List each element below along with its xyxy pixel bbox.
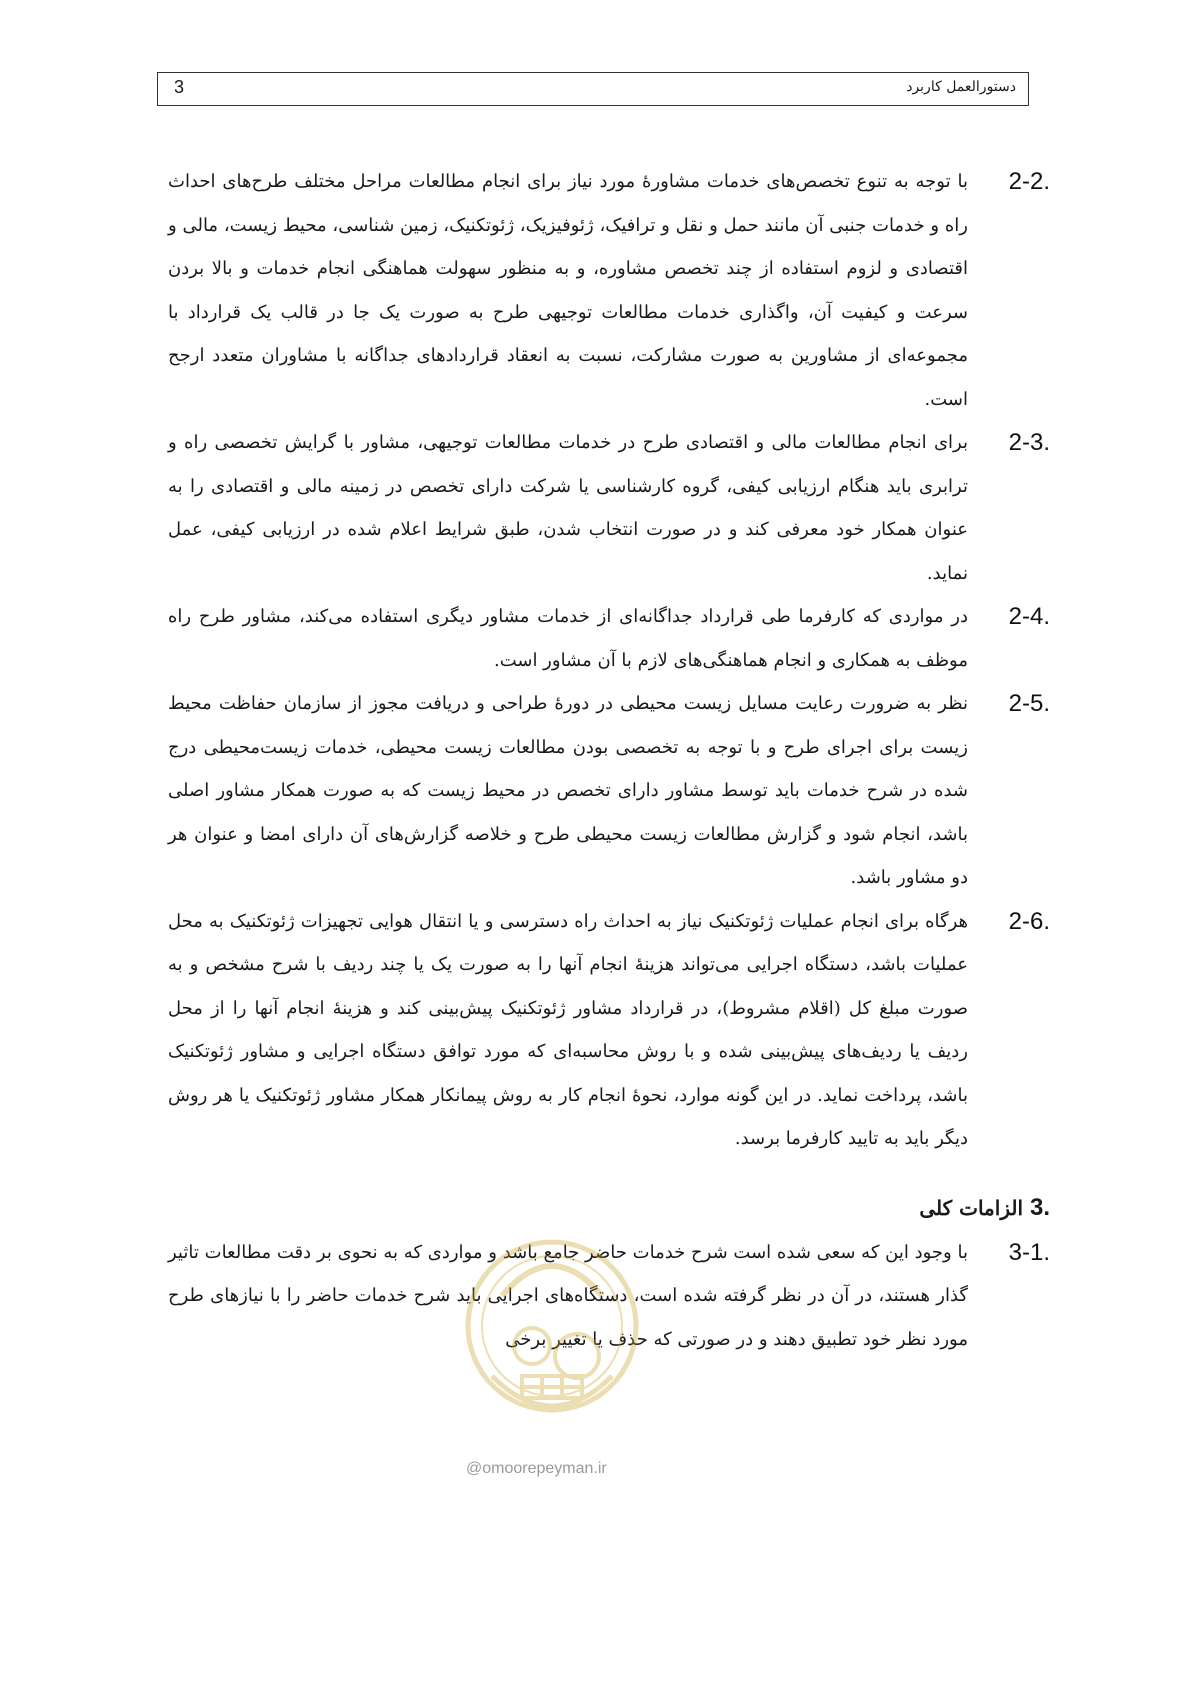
paragraph-3-1 (168, 1231, 1050, 1362)
watermark-url: @omoorepeyman.ir (466, 1460, 607, 1477)
paragraph-text: نظر به ضرورت رعایت مسایل زیست محیطی در دورهٔ طراحی و دریافت مجوز از سازمان حفاظت محیط زیست برای اجرای طرح و با توجه به تخصصی بودن مطالعات زیست محیطی، خدمات زیست‌محیطی درج شده در شرح خدمات باید توسط مشاور دارای تخصص در محیط زیست که به صورت همکار مشاور اصلی باشد، انجام شود و گزارش مطالعات زیست محیطی طرح و خلاصه گزارش‌های آن دارای امضا و عنوان هر دو مشاور باشد. (168, 693, 968, 888)
paragraph-2-4 (168, 595, 1050, 682)
paragraph-text: با وجود این که سعی شده است شرح خدمات حاضر جامع باشد و مواردی که به نحوی بر دقت مطالعات تاثیر گذار هستند، در آن در نظر گرفته شده است، دستگاه‌های اجرایی باید شرح خدمات حاضر را با نیازهای طرح مورد نظر خود تطبیق دهند و در صورتی که حذف یا تغییر برخی (168, 1241, 968, 1350)
section-number: 3. (1029, 1193, 1050, 1221)
paragraph-number: 2-4. (1008, 603, 1050, 630)
paragraph-2-3 (168, 421, 1050, 595)
paragraph-text: در مواردی که کارفرما طی قرارداد جداگانه‌ای از خدمات مشاور دیگری استفاده می‌کند، مشاور طرح راه موظف به همکاری و انجام هماهنگی‌های لازم با آن مشاور است. (168, 606, 968, 671)
document-title: دستورالعمل کاربرد (906, 79, 1016, 95)
paragraph-number: 2-2. (1008, 168, 1050, 195)
paragraph-number: 2-6. (1008, 907, 1050, 935)
paragraph-number: 3-1. (1008, 1238, 1050, 1266)
paragraph-number: 2-5. (1008, 690, 1050, 717)
paragraph-text: با توجه به تنوع تخصص‌های خدمات مشاورهٔ مورد نیاز برای انجام مطالعات مراحل مختلف طرح‌های احداث راه و خدمات جنبی آن مانند حمل و نقل و ترافیک، ژئوفیزیک، ژئوتکنیک، زمین شناسی، محیط زیست، مالی و اقتصادی و لزوم استفاده از چند تخصص مشاوره، و به منظور سهولت هماهنگی انجام خدمات و بالا بردن سرعت و کیفیت آن، واگذاری خدمات مطالعات توجیهی طرح به صورت یک جا در قالب یک قرارداد با مجموعه‌ای از مشاورین به صورت مشارکت، نسبت به انعقاد قراردادهای جداگانه با مشاوران متعدد ارجح است. (168, 171, 968, 410)
page-number: 3 (174, 77, 185, 97)
paragraph-text: هرگاه برای انجام عملیات ژئوتکنیک نیاز به احداث راه دسترسی و یا انتقال هوایی تجهیزات ژئوتکنیک به محل عملیات باشد، دستگاه اجرایی می‌تواند هزینهٔ انجام آنها را به صورت یک یا چند ردیف با شرح مشخص و به صورت مبلغ کل (اقلام مشروط)، در قرارداد مشاور ژئوتکنیک پیش‌بینی کند و هزینهٔ انجام آنها را از محل ردیف یا ردیف‌های پیش‌بینی شده و با روش محاسبه‌ای که مورد توافق دستگاه اجرایی و مشاور ژئوتکنیک باشد، پرداخت نماید. در این گونه موارد، نحوهٔ انجام کار به روش پیمانکار همکار مشاور ژئوتکنیک یا هر روش دیگر باید به تایید کارفرما برسد. (168, 910, 968, 1149)
paragraph-2-6 (168, 900, 1050, 1161)
section-title: الزامات کلی (919, 1195, 1024, 1220)
paragraph-number: 2-3. (1008, 429, 1050, 456)
section-heading (168, 1185, 1050, 1231)
document-body (168, 160, 1050, 1361)
paragraph-text: برای انجام مطالعات مالی و اقتصادی طرح در خدمات مطالعات توجیهی، مشاور با گرایش تخصصی راه و ترابری باید هنگام ارزیابی کیفی، گروه کارشناسی یا شرکت دارای تخصص در زمینه مالی و اقتصادی را به عنوان همکار خود معرفی کند و در صورت انتخاب شدن، طبق شرایط اعلام شده در ارزیابی کیفی، عمل نماید. (168, 432, 968, 584)
paragraph-2-2 (168, 160, 1050, 421)
page-header (157, 72, 1029, 106)
paragraph-2-5 (168, 682, 1050, 900)
